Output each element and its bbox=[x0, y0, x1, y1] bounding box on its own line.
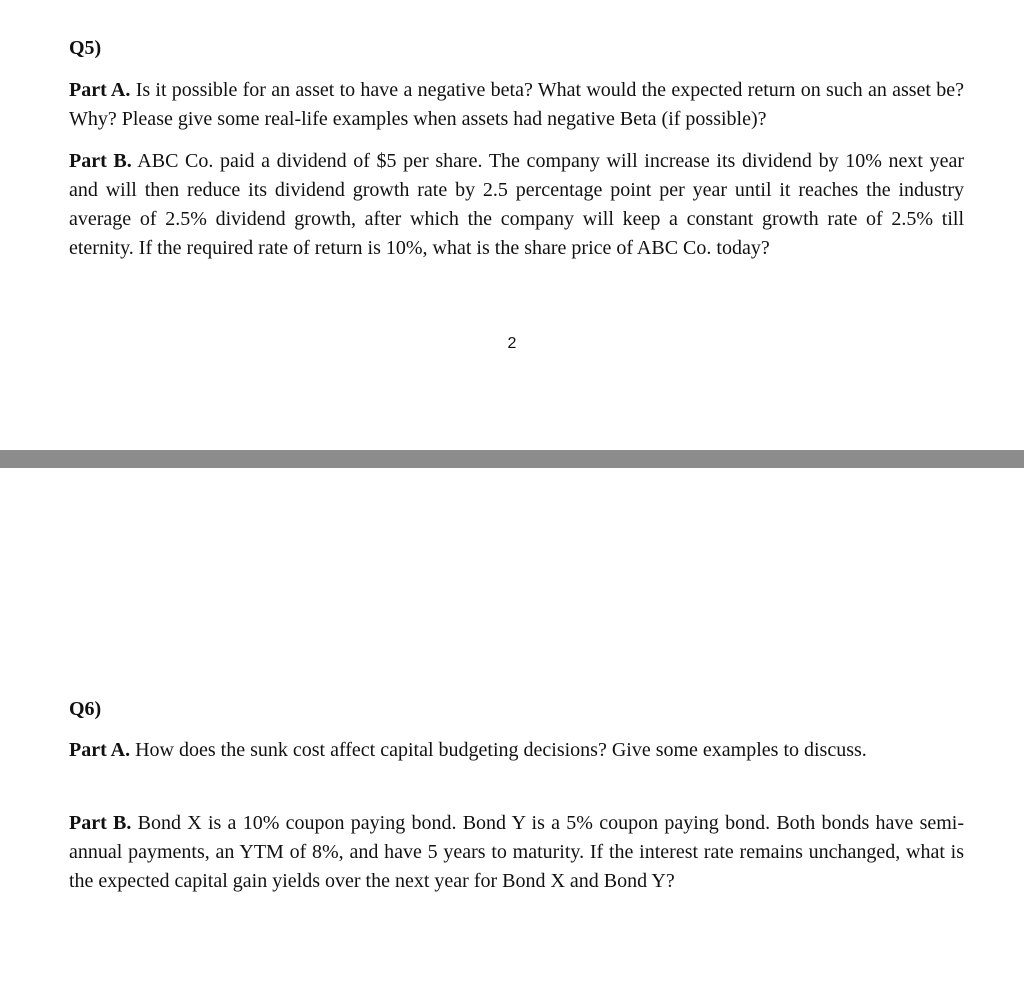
document-page-bottom bbox=[0, 468, 1024, 988]
q6-part-a-label: Part A. bbox=[69, 739, 131, 761]
q6-part-b-label: Part B. bbox=[69, 812, 132, 834]
q5-part-a bbox=[69, 76, 964, 134]
question-heading-q6: Q6) bbox=[69, 698, 102, 720]
q6-part-b-text: Bond X is a 10% coupon paying bond. Bond Y is a 5% coupon paying bond. Both bonds have semi-annual payments, an YTM of 8%, and have 5 years to maturity. If the interest rate remains unchanged, what is the expected capital gain yields over the next year for Bond X and Bond Y? bbox=[69, 812, 964, 892]
q5-part-b bbox=[69, 147, 964, 263]
question-heading-q5: Q5) bbox=[69, 37, 102, 59]
q5-part-b-text: ABC Co. paid a dividend of $5 per share. The company will increase its dividend by 10% next year and will then reduce its dividend growth rate by 2.5 percentage point per year until it reaches the industry average of 2.5% dividend growth, after which the company will keep a constant growth rate of 2.5% till eternity. If the required rate of return is 10%, what is the share price of ABC Co. today? bbox=[69, 150, 965, 259]
document-page-top bbox=[0, 0, 1024, 450]
q6-part-a bbox=[69, 736, 964, 765]
q6-part-b bbox=[69, 809, 964, 896]
q6-part-a-text: How does the sunk cost affect capital budgeting decisions? Give some examples to discuss. bbox=[135, 739, 867, 761]
q5-part-a-label: Part A. bbox=[69, 79, 131, 101]
q5-part-b-label: Part B. bbox=[69, 150, 132, 172]
q5-part-a-text: Is it possible for an asset to have a negative beta? What would the expected return on such an asset be? Why? Please give some real-life examples when assets had negative Beta (if possible)? bbox=[69, 79, 965, 130]
page-separator bbox=[0, 450, 1024, 468]
page-number: 2 bbox=[507, 335, 517, 352]
